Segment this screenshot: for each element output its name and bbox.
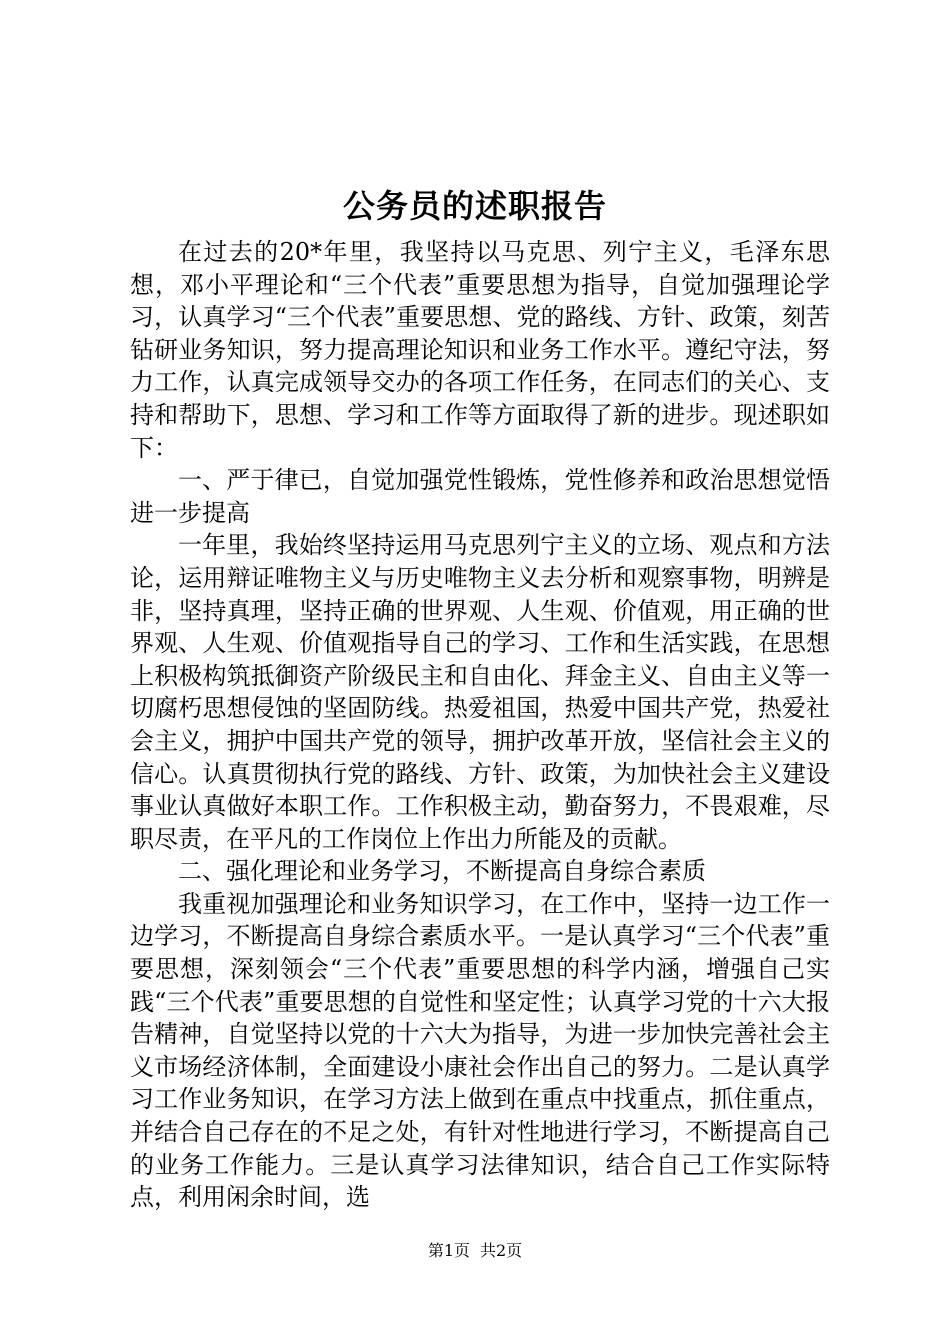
page-footer [0,1240,950,1262]
paragraph-intro: 在过去的20*年里，我坚持以马克思、列宁主义，毛泽东思想，邓小平理论和“三个代表”重要思想为指导，自觉加强理论学习，认真学习“三个代表”重要思想、党的路线、方针、政策，刻苦钻研业务知识，努力提高理论知识和业务工作水平。遵纪守法，努力工作，认真完成领导交办的各项工作任务，在同志们的关心、支持和帮助下，思想、学习和工作等方面取得了新的进步。现述职如下： [130,238,830,462]
paragraph-section-2: 我重视加强理论和业务知识学习，在工作中，坚持一边工作一边学习，不断提高自身综合素质水平。一是认真学习“三个代表”重要思想，深刻领会“三个代表”重要思想的科学内涵，增强自己实践“三个代表”重要思想的自觉性和坚定性；认真学习党的十六大报告精神，自觉坚持以党的十六大为指导，为进一步加快完善社会主义市场经济体制，全面建设小康社会作出自己的努力。二是认真学习工作业务知识，在学习方法上做到在重点中找重点，抓住重点，并结合自己存在的不足之处，有针对性地进行学习，不断提高自己的业务工作能力。三是认真学习法律知识，结合自己工作实际特点，利用闲余时间，选 [130,889,830,1212]
section-heading-1: 一、严于律已，自觉加强党性锻炼，党性修养和政治思想觉悟进一步提高 [130,466,830,527]
paragraph-section-1: 一年里，我始终坚持运用马克思列宁主义的立场、观点和方法论，运用辩证唯物主义与历史唯物主义去分析和观察事物，明辨是非，坚持真理，坚持正确的世界观、人生观、价值观，用正确的世界观、人生观、价值观指导自己的学习、工作和生活实践，在思想上积极构筑抵御资产阶级民主和自由化、拜金主义、自由主义等一切腐朽思想侵蚀的坚固防线。热爱祖国，热爱中国共产党，热爱社会主义，拥护中国共产党的领导，拥护改革开放，坚信社会主义的信心。认真贯彻执行党的路线、方针、政策，为加快社会主义建设事业认真做好本职工作。工作积极主动，勤奋努力，不畏艰难，尽职尽责，在平凡的工作岗位上作出力所能及的贡献。 [130,531,830,853]
document-title: 公务员的述职报告 [342,187,607,225]
page-number: 第1页 [427,1241,470,1260]
document-body [130,236,830,1214]
section-heading-2: 二、强化理论和业务学习，不断提高自身综合素质 [178,857,706,886]
page-total: 共2页 [480,1241,523,1260]
